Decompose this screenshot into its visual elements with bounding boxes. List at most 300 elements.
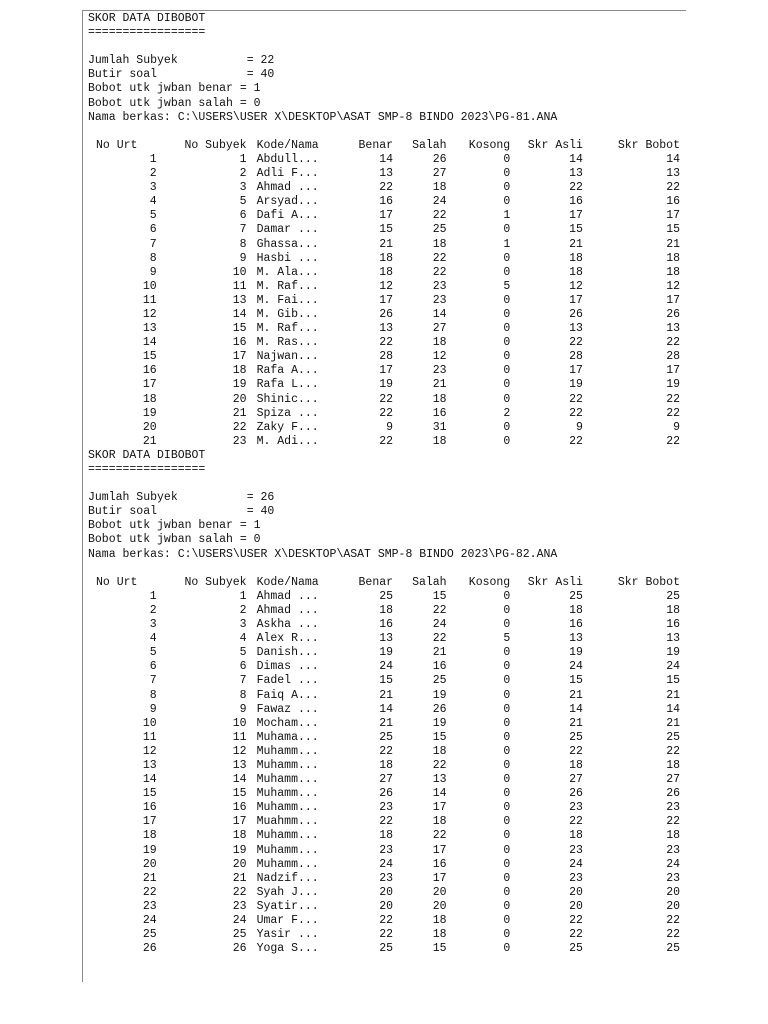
cell-kosong: 0 [503,758,511,772]
cell-benar: 19 [379,646,394,660]
cell-salah: 22 [432,758,447,772]
cell-kode-nama: M. Raf... [256,322,319,336]
cell-skr-asli: 13 [569,322,583,336]
cell-benar: 13 [379,167,394,181]
table-row [92,731,680,745]
cell-no-subyek: 6 [239,209,247,223]
table-row [92,364,680,378]
cell-skr-asli: 22 [569,744,583,758]
cell-kode-nama: M. Fai... [256,293,319,307]
cell-salah: 22 [432,209,447,223]
cell-kosong: 0 [503,646,511,660]
cell-kode-nama: Ghassa... [256,237,319,251]
cell-skr-asli: 28 [569,350,583,364]
cell-no-subyek: 20 [232,857,247,871]
cell-skr-bobot: 22 [666,815,680,829]
cell-benar: 14 [379,152,394,166]
cell-no-subyek: 14 [232,773,247,787]
cell-kosong: 0 [503,773,511,787]
cell-salah: 20 [432,885,447,899]
cell-kode-nama: Dimas ... [256,660,319,674]
cell-no-subyek: 24 [232,914,247,927]
table-row [92,435,680,449]
cell-no-subyek: 10 [232,716,247,730]
cell-no-subyek: 13 [232,293,247,307]
cell-no-urt: 22 [142,885,157,899]
left-border-line [82,10,83,982]
cell-kode-nama: Fawaz ... [256,702,319,716]
cell-no-subyek: 16 [232,336,247,350]
cell-benar: 17 [379,209,394,223]
cell-kosong: 0 [503,744,511,758]
cell-no-subyek: 14 [232,307,247,321]
cell-kosong: 0 [503,434,511,448]
table-row [92,618,680,632]
cell-skr-asli: 22 [569,392,583,406]
cell-salah: 26 [432,152,447,166]
cell-salah: 18 [432,392,447,406]
cell-salah: 15 [432,589,447,603]
cell-no-urt: 15 [142,350,157,364]
cell-benar: 25 [379,942,394,956]
cell-skr-bobot: 22 [666,406,680,420]
cell-no-urt: 2 [149,167,157,181]
cell-salah: 23 [432,364,447,378]
cell-skr-asli: 17 [569,209,583,223]
cell-no-urt: 21 [142,434,157,448]
cell-skr-asli: 13 [569,632,583,646]
cell-skr-bobot: 22 [666,914,680,927]
cell-kosong: 0 [503,787,511,801]
cell-skr-bobot: 20 [666,899,680,913]
header-salah: Salah [412,138,447,152]
cell-no-subyek: 17 [232,350,247,364]
cell-kosong: 0 [503,899,511,913]
cell-skr-asli: 22 [569,434,583,448]
cell-benar: 14 [379,702,394,716]
header-no-subyek: No Subyek [184,138,247,152]
section-title: SKOR DATA DIBOBOT [88,448,206,462]
cell-no-subyek: 5 [239,646,247,660]
header-skr-bobot: Skr Bobot [617,138,680,152]
report-section [88,449,684,956]
cell-kosong: 0 [503,152,511,166]
cell-benar: 22 [379,336,394,350]
cell-salah: 27 [432,167,447,181]
cell-kosong: 0 [503,618,511,632]
cell-no-urt: 20 [142,857,157,871]
cell-kosong: 0 [503,871,511,885]
cell-no-urt: 1 [149,152,157,166]
cell-no-subyek: 11 [232,279,247,293]
jumlah-subyek: Jumlah Subyek = 26 [88,491,275,505]
cell-kode-nama: M. Adi... [256,434,319,448]
cell-salah: 14 [432,307,447,321]
header-skr-bobot: Skr Bobot [617,575,680,589]
cell-skr-bobot: 18 [666,758,680,772]
cell-skr-asli: 14 [569,152,583,166]
cell-skr-asli: 26 [569,787,583,801]
cell-kode-nama: Umar F... [256,914,319,927]
cell-kosong: 0 [503,307,511,321]
cell-no-urt: 5 [149,209,157,223]
cell-no-urt: 16 [142,364,157,378]
table-row [92,378,680,392]
cell-salah: 22 [432,265,447,279]
cell-kode-nama: Muhamm... [256,787,319,801]
cell-skr-bobot: 21 [666,237,680,251]
cell-salah: 25 [432,223,447,237]
cell-no-subyek: 1 [239,589,247,603]
cell-kosong: 0 [503,885,511,899]
cell-salah: 22 [432,251,447,265]
cell-skr-asli: 23 [569,801,583,815]
table-row [92,745,680,759]
cell-salah: 17 [432,871,447,885]
cell-no-subyek: 15 [232,322,247,336]
cell-salah: 24 [432,195,447,209]
cell-benar: 15 [379,223,394,237]
cell-skr-asli: 19 [569,378,583,392]
cell-skr-bobot: 21 [666,688,680,702]
butir-soal: Butir soal = 40 [88,505,275,519]
cell-skr-bobot: 17 [666,293,680,307]
table-row [92,858,680,872]
cell-kode-nama: Nadzif... [256,871,319,885]
cell-no-urt: 15 [142,787,157,801]
cell-no-subyek: 6 [239,660,247,674]
cell-kode-nama: Dafi A... [256,209,319,223]
cell-benar: 24 [379,857,394,871]
score-table [92,139,680,449]
header-kode-nama: Kode/Nama [256,575,319,589]
cell-no-urt: 6 [149,660,157,674]
cell-skr-asli: 18 [569,251,583,265]
table-row [92,646,680,660]
cell-skr-bobot: 15 [666,223,680,237]
cell-skr-asli: 12 [569,279,583,293]
cell-kosong: 0 [503,181,511,195]
cell-kosong: 0 [503,350,511,364]
cell-kosong: 0 [503,730,511,744]
cell-skr-asli: 22 [569,181,583,195]
cell-salah: 18 [432,237,447,251]
cell-benar: 22 [379,181,394,195]
cell-no-subyek: 3 [239,618,247,632]
cell-skr-bobot: 23 [666,801,680,815]
cell-no-subyek: 7 [239,674,247,688]
cell-salah: 22 [432,603,447,617]
cell-benar: 23 [379,843,394,857]
cell-salah: 17 [432,801,447,815]
report-document [88,12,684,956]
cell-no-subyek: 21 [232,871,247,885]
cell-skr-asli: 24 [569,857,583,871]
cell-skr-bobot: 20 [666,885,680,899]
cell-benar: 21 [379,716,394,730]
cell-no-urt: 24 [142,914,157,927]
cell-no-urt: 4 [149,632,157,646]
cell-no-subyek: 25 [232,928,247,942]
cell-no-urt: 7 [149,674,157,688]
cell-benar: 9 [386,420,394,434]
cell-salah: 18 [432,434,447,448]
cell-kosong: 0 [503,293,511,307]
table-row [92,153,680,167]
table-row [92,773,680,787]
table-row [92,322,680,336]
table-row [92,223,680,237]
cell-skr-bobot: 21 [666,716,680,730]
cell-skr-bobot: 16 [666,618,680,632]
cell-salah: 16 [432,406,447,420]
cell-benar: 19 [379,378,394,392]
cell-no-urt: 20 [142,420,157,434]
cell-skr-bobot: 18 [666,829,680,843]
table-row [92,928,680,942]
cell-salah: 18 [432,815,447,829]
cell-kosong: 0 [503,223,511,237]
cell-kode-nama: Spiza ... [256,406,319,420]
cell-benar: 28 [379,350,394,364]
header-benar: Benar [358,575,394,589]
cell-skr-asli: 18 [569,829,583,843]
cell-no-urt: 9 [149,702,157,716]
cell-kosong: 0 [503,674,511,688]
cell-benar: 23 [379,801,394,815]
cell-kode-nama: Muhamm... [256,843,319,857]
cell-skr-bobot: 14 [666,702,680,716]
cell-salah: 21 [432,646,447,660]
cell-no-urt: 7 [149,237,157,251]
header-kode-nama: Kode/Nama [256,138,319,152]
cell-skr-asli: 21 [569,237,583,251]
cell-benar: 21 [379,688,394,702]
table-row [92,801,680,815]
table-row [92,209,680,223]
cell-skr-asli: 22 [569,406,583,420]
cell-no-subyek: 26 [232,942,247,956]
cell-salah: 17 [432,843,447,857]
cell-benar: 22 [379,744,394,758]
cell-skr-asli: 22 [569,815,583,829]
cell-no-urt: 8 [149,688,157,702]
cell-benar: 22 [379,406,394,420]
cell-kosong: 0 [503,942,511,956]
cell-kode-nama: Alex R... [256,632,319,646]
cell-no-subyek: 2 [239,603,247,617]
cell-no-urt: 14 [142,773,157,787]
table-row [92,294,680,308]
cell-no-urt: 16 [142,801,157,815]
table-row [92,632,680,646]
cell-skr-bobot: 13 [666,322,680,336]
cell-kode-nama: Askha ... [256,618,319,632]
cell-kode-nama: Muahmm... [256,815,319,829]
cell-skr-asli: 25 [569,589,583,603]
table-row [92,660,680,674]
cell-no-urt: 13 [142,758,157,772]
table-row [92,181,680,195]
nama-berkas: Nama berkas: C:\USERS\USER X\DESKTOP\ASAT SMP-8 BINDO 2023\PG-82.ANA [88,547,558,561]
cell-kosong: 0 [503,914,511,927]
cell-skr-bobot: 19 [666,378,680,392]
cell-salah: 19 [432,688,447,702]
cell-salah: 25 [432,674,447,688]
cell-no-urt: 12 [142,744,157,758]
cell-kosong: 0 [503,251,511,265]
cell-kode-nama: Rafa L... [256,378,319,392]
nama-berkas: Nama berkas: C:\USERS\USER X\DESKTOP\ASAT SMP-8 BINDO 2023\PG-81.ANA [88,110,558,124]
cell-no-urt: 1 [149,589,157,603]
cell-kosong: 0 [503,420,511,434]
table-row [92,872,680,886]
cell-salah: 15 [432,942,447,956]
cell-no-subyek: 8 [239,688,247,702]
cell-kode-nama: Ahmad ... [256,181,319,195]
cell-skr-asli: 13 [569,167,583,181]
cell-kode-nama: Yasir ... [256,928,319,942]
table-body [92,590,680,956]
cell-kode-nama: Faiq A... [256,688,319,702]
cell-no-urt: 18 [142,392,157,406]
cell-no-urt: 21 [142,871,157,885]
cell-kosong: 2 [503,406,511,420]
cell-kosong: 0 [503,688,511,702]
cell-skr-asli: 22 [569,336,583,350]
cell-no-subyek: 7 [239,223,247,237]
cell-kosong: 0 [503,801,511,815]
cell-salah: 18 [432,928,447,942]
cell-no-urt: 6 [149,223,157,237]
cell-skr-asli: 19 [569,646,583,660]
cell-kode-nama: Syatir... [256,899,319,913]
top-border-line [82,10,686,11]
cell-skr-asli: 20 [569,899,583,913]
cell-benar: 25 [379,730,394,744]
cell-kode-nama: Damar ... [256,223,319,237]
cell-no-subyek: 18 [232,829,247,843]
cell-salah: 14 [432,787,447,801]
cell-no-urt: 9 [149,265,157,279]
cell-no-subyek: 15 [232,787,247,801]
cell-skr-asli: 20 [569,885,583,899]
cell-benar: 12 [379,279,394,293]
table-row [92,252,680,266]
cell-skr-asli: 18 [569,265,583,279]
cell-salah: 18 [432,336,447,350]
cell-kosong: 0 [503,702,511,716]
cell-skr-bobot: 23 [666,871,680,885]
table-row [92,914,680,928]
table-row [92,787,680,801]
cell-no-urt: 8 [149,251,157,265]
spacer [88,562,684,576]
cell-skr-asli: 9 [576,420,583,434]
cell-salah: 18 [432,181,447,195]
cell-no-subyek: 3 [239,181,247,195]
cell-skr-asli: 26 [569,307,583,321]
cell-kosong: 0 [503,716,511,730]
header-kosong: Kosong [468,138,511,152]
cell-salah: 20 [432,899,447,913]
cell-kosong: 0 [503,857,511,871]
cell-kosong: 0 [503,589,511,603]
header-skr-asli: Skr Asli [527,138,583,152]
cell-no-subyek: 19 [232,378,247,392]
cell-benar: 13 [379,632,394,646]
cell-kosong: 0 [503,660,511,674]
cell-no-subyek: 4 [239,632,247,646]
cell-salah: 24 [432,618,447,632]
cell-skr-bobot: 23 [666,843,680,857]
cell-salah: 23 [432,279,447,293]
table-row [92,689,680,703]
cell-skr-asli: 23 [569,843,583,857]
cell-no-urt: 19 [142,406,157,420]
cell-no-subyek: 23 [232,434,247,448]
cell-skr-bobot: 15 [666,674,680,688]
cell-kode-nama: Muhama... [256,730,319,744]
cell-skr-asli: 18 [569,758,583,772]
cell-no-subyek: 11 [232,730,247,744]
cell-benar: 24 [379,660,394,674]
table-row [92,815,680,829]
cell-kode-nama: Hasbi ... [256,251,319,265]
cell-no-urt: 2 [149,603,157,617]
cell-kode-nama: Adli F... [256,167,319,181]
spacer [88,125,684,139]
cell-benar: 18 [379,758,394,772]
cell-no-subyek: 2 [239,167,247,181]
cell-salah: 13 [432,773,447,787]
cell-no-subyek: 17 [232,815,247,829]
table-row [92,900,680,914]
cell-kosong: 0 [503,928,511,942]
table-row [92,195,680,209]
cell-kode-nama: Mocham... [256,716,319,730]
cell-skr-bobot: 22 [666,434,680,448]
cell-kosong: 0 [503,195,511,209]
cell-salah: 19 [432,716,447,730]
cell-no-urt: 4 [149,195,157,209]
cell-kosong: 0 [503,843,511,857]
table-row [92,829,680,843]
cell-kode-nama: Zaky F... [256,420,319,434]
cell-kode-nama: M. Raf... [256,279,319,293]
table-row [92,703,680,717]
cell-salah: 22 [432,829,447,843]
jumlah-subyek: Jumlah Subyek = 22 [88,54,275,68]
table-row [92,590,680,604]
cell-skr-bobot: 24 [666,660,680,674]
cell-no-subyek: 10 [232,265,247,279]
table-row [92,421,680,435]
table-row [92,393,680,407]
table-row [92,717,680,731]
section-title-underline: ================= [88,26,206,40]
cell-salah: 23 [432,293,447,307]
cell-benar: 18 [379,829,394,843]
cell-salah: 15 [432,730,447,744]
cell-no-urt: 5 [149,646,157,660]
cell-no-urt: 17 [142,378,157,392]
cell-kode-nama: Muhamm... [256,744,319,758]
cell-kode-nama: Rafa A... [256,364,319,378]
cell-benar: 13 [379,322,394,336]
cell-salah: 18 [432,744,447,758]
cell-kosong: 0 [503,167,511,181]
